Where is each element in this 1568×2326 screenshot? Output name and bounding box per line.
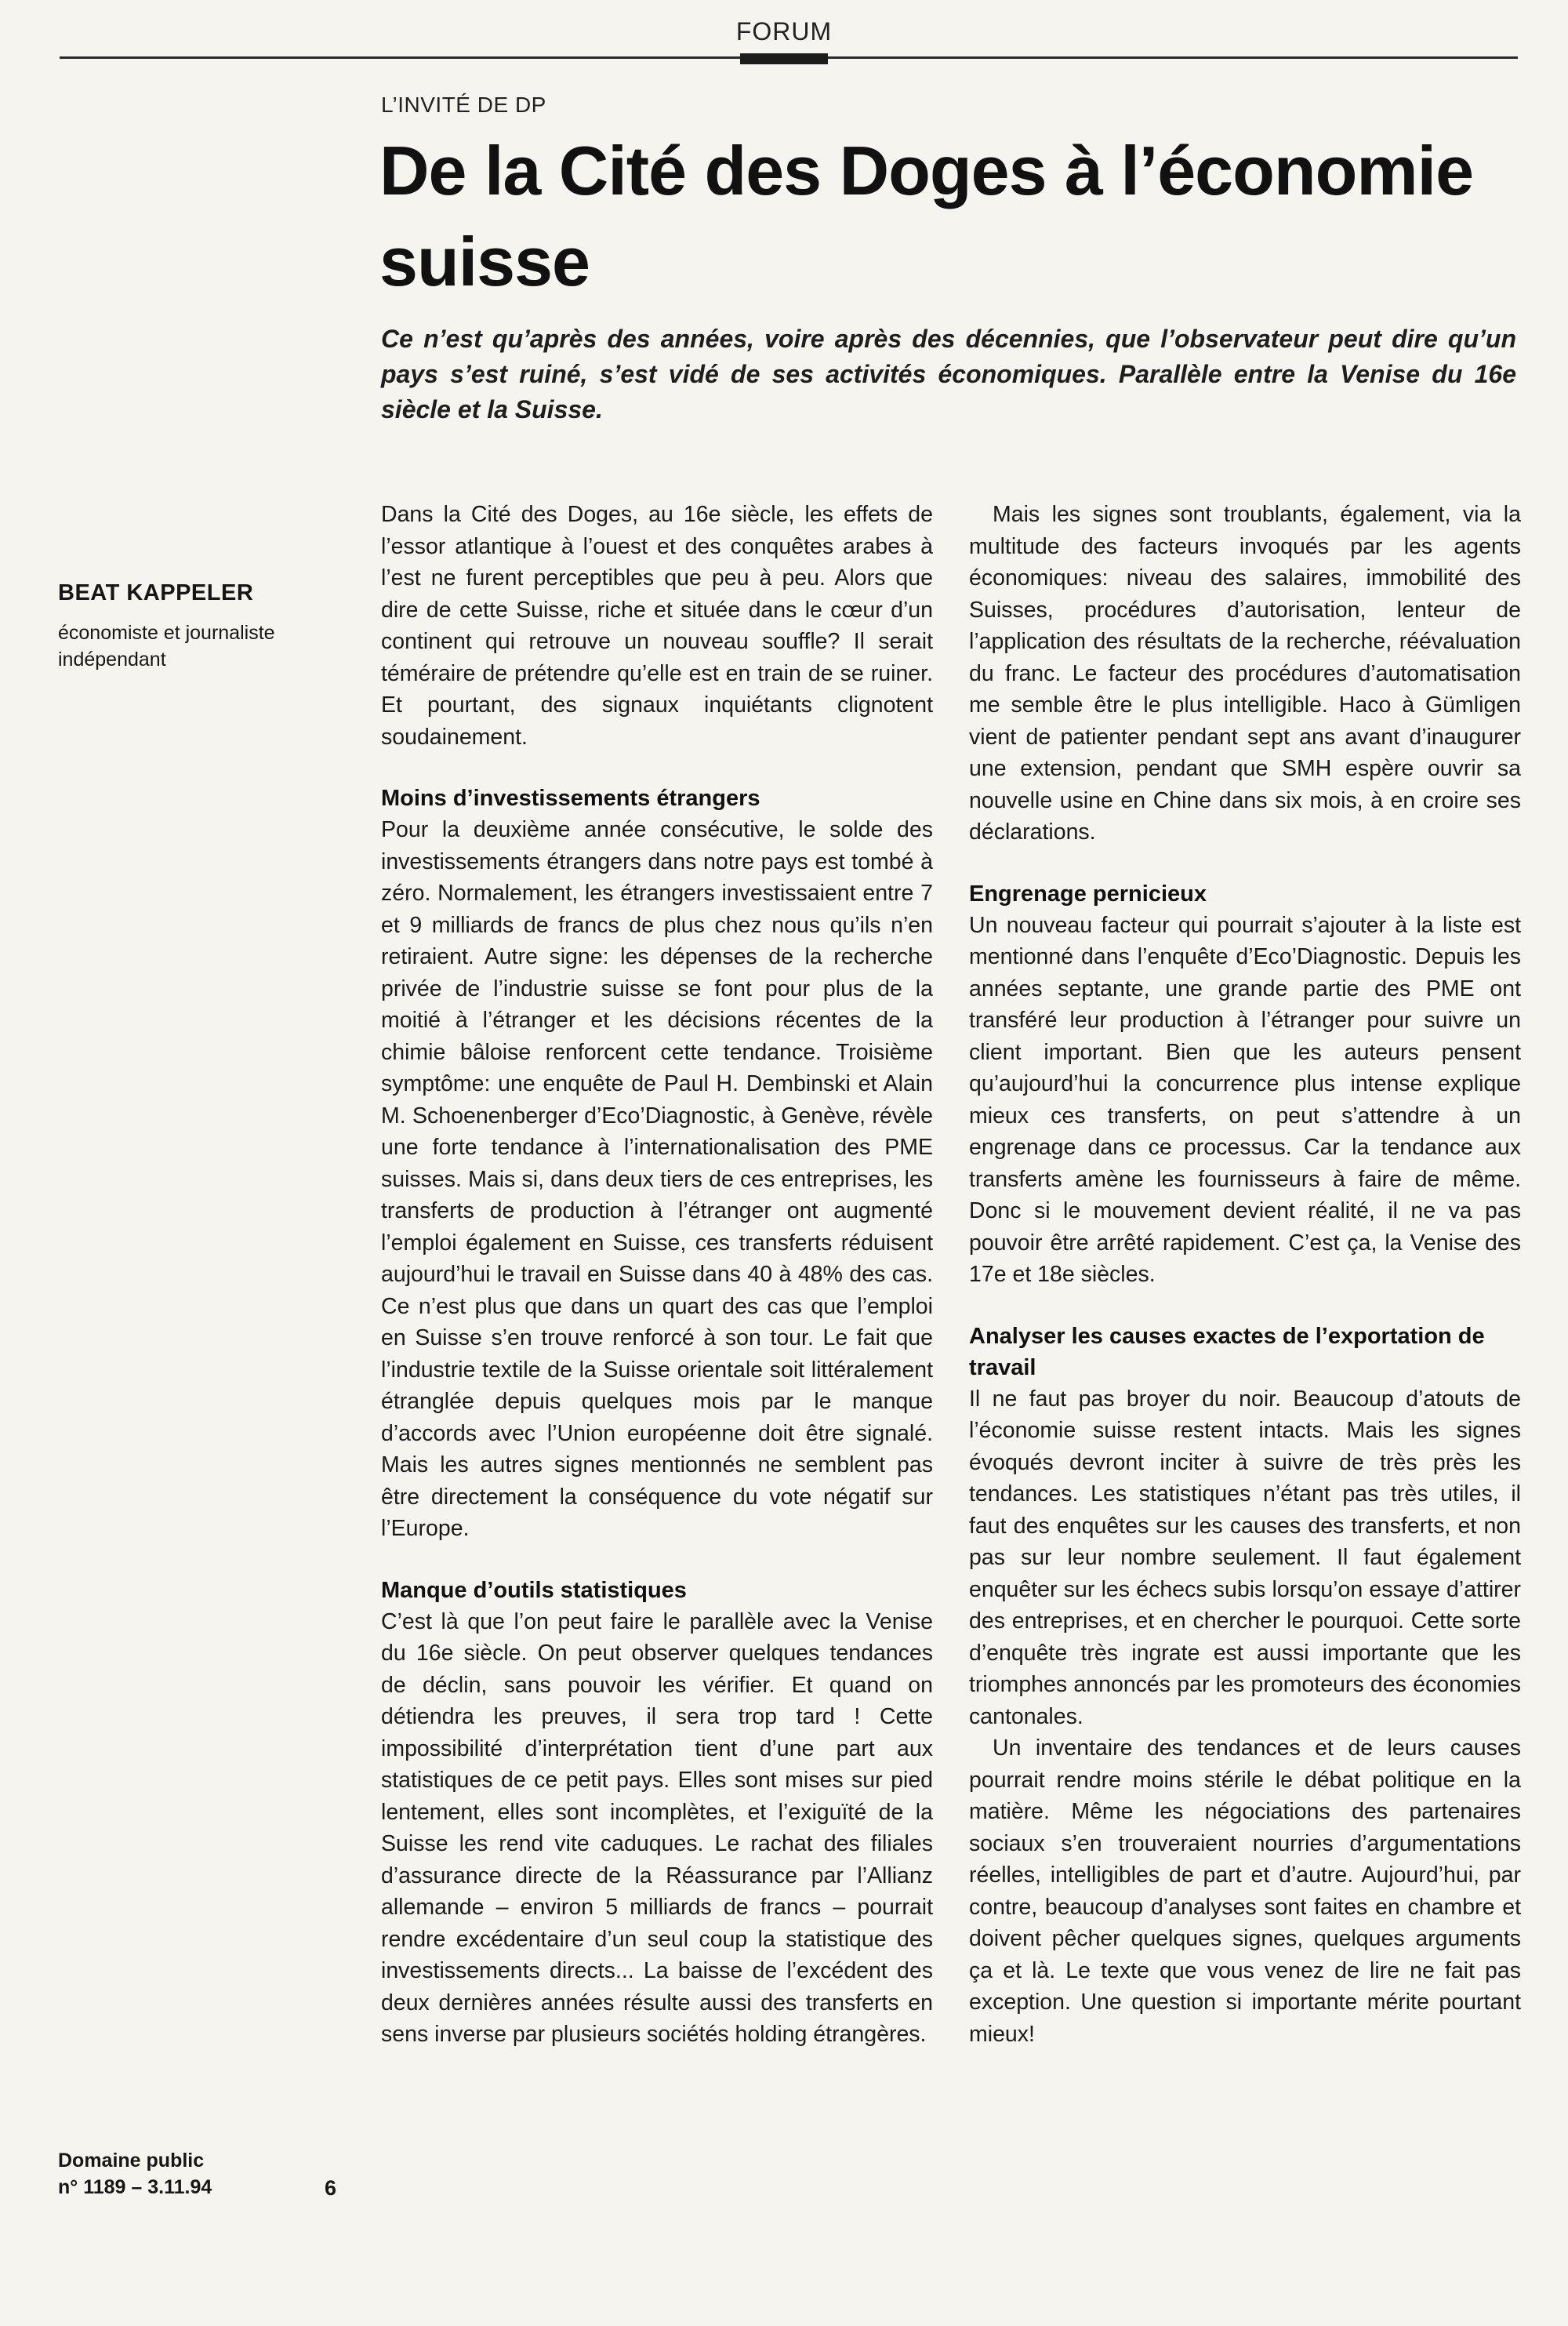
body-paragraph: Mais les signes sont troublants, également, via la multitude des facteurs invoqués par les agents économiques: niveau des salaires, immobilité des Suisses, procédures d’autorisation, lenteur de l’application des résultats de la recherche, réévaluation du franc. Le facteur des procédures d’automatisation me semble être le plus intelligible. Haco à Gümligen vient de patienter pendant sept ans avant d’inaugurer une extension, pendant que SMH espère ouvrir sa nouvelle usine en Chine dans six mois, à en croire ses déclarations. (969, 502, 1521, 845)
issue-number: n° 1189 – 3.11.94 (58, 2176, 212, 2198)
author-role: économiste et journaliste indépendant (58, 622, 275, 671)
publication-info (58, 2147, 212, 2201)
body-paragraph: Un inventaire des tendances et de leurs causes pourrait rendre moins stérile le débat politique en la matière. Même les négociations des partenaires sociaux s’en trouveraient nourries d’argumentations réelles, intelligibles de part et d’autre. Aujourd’hui, par contre, beaucoup d’analyses sont faites en chambre et doivent pêcher quelques signes, quelques arguments ça et là. Le texte que vous venez de lire ne fait pas exception. Une question si importante mérite pourtant mieux! (969, 1735, 1521, 2047)
article-title: De la Cité des Doges à l’économie suisse (379, 132, 1474, 300)
author-name: BEAT KAPPELER (58, 580, 254, 605)
article-lead: Ce n’est qu’après des années, voire après des décennies, que l’observateur peut dire qu’un pays s’est ruiné, s’est vidé de ses activités économiques. Parallèle entre la Venise du 16e siècle et la Suisse. (381, 325, 1516, 423)
header-tab-marker (740, 53, 828, 64)
intro-paragraph: Dans la Cité des Doges, au 16e siècle, les effets de l’essor atlantique à l’ouest et des conquêtes arabes à l’est ne furent perceptibles que peu à peu. Alors que dire de cette Suisse, riche et située dans le cœur d’un continent qui retrouve un nouveau souffle? Il serait téméraire de prétendre qu’elle est en train de se ruiner. Et pourtant, des signaux inquiétants clignotent soudainement. (381, 502, 933, 750)
section-heading: Manque d’outils statistiques (381, 1577, 687, 1603)
body-paragraph: Un nouveau facteur qui pourrait s’ajouter à la liste est mentionné dans l’enquête d’Eco’Diagnostic. Depuis les années septante, une grande partie des PME ont transféré leur production à l’étranger pour suivre un client important. Bien que les auteurs pensent qu’aujourd’hui la concurrence plus intense explique mieux ces transferts, on peut s’attendre à un engrenage dans ce processus. Car la tendance aux transferts amène les fournisseurs à faire de même. Donc si le mouvement devient réalité, il ne va pas pouvoir être arrêté rapidement. C’est ça, la Venise des 17e et 18e siècles. (969, 912, 1521, 1287)
section-heading: Engrenage pernicieux (969, 881, 1207, 907)
page-number: 6 (325, 2176, 337, 2200)
article-column-1 (381, 499, 933, 2051)
publication-name: Domaine public (58, 2150, 205, 2172)
body-paragraph: C’est là que l’on peut faire le parallèle avec la Venise du 16e siècle. On peut observer quelques tendances de déclin, sans pouvoir les vérifier. Et quand on détiendra les preuves, il sera trop tard ! Cette impossibilité d’interprétation tient d’une part aux statistiques de ce petit pays. Elles sont mises sur pied lentement, elles sont incomplètes, et l’exiguïté de la Suisse les rend vite caduques. Le rachat des filiales d’assurance directe de la Réassurance par l’Allianz allemande – environ 5 milliards de francs – pourrait rendre excédentaire d’un seul coup la statistique des investissements directs... La baisse de l’excédent des deux dernières années résulte aussi des transferts en sens inverse par plusieurs sociétés holding étrangères. (381, 1608, 933, 2047)
article-column-2 (969, 499, 1521, 2050)
body-paragraph: Il ne faut pas broyer du noir. Beaucoup d’atouts de l’économie suisse restent intacts. Mais les signes évoqués devront inciter à suivre de très près les tendances. Les statistiques n’étant pas très utiles, il faut des enquêtes sur les causes des transferts, et non pas sur leur nombre seulement. Il faut également enquêter sur les échecs subis lorsqu’on essaye d’attirer des entreprises, et en chercher le pourquoi. Cette sorte d’enquête très ingrate est aussi importante que les triomphes annoncés par les promoteurs des économies cantonales. (969, 1386, 1521, 1729)
section-heading: Analyser les causes exactes de l’exportation de travail (969, 1323, 1485, 1380)
section-label: FORUM (735, 17, 833, 45)
body-paragraph: Pour la deuxième année consécutive, le solde des investissements étrangers dans notre pays est tombé à zéro. Normalement, les étrangers investissaient entre 7 et 9 milliards de francs de plus chez nous qu’ils n’en retiraient. Autre signe: les dépenses de la recherche privée de l’industrie suisse se font pour plus de la moitié à l’étranger et les décisions récentes de la chimie bâloise renforcent cette tendance. Troisième symptôme: une enquête de Paul H. Dembinski et Alain M. Schoenenberger d’Eco’Diagnostic, à Genève, révèle une forte tendance à l’internationalisation des PME suisses. Mais si, dans deux tiers de ces entreprises, les transferts de production à l’étranger ont augmenté l’emploi également en Suisse, ces transferts réduisent aujourd’hui le travail en Suisse dans 40 à 48% des cas. Ce n’est plus que dans un quart des cas que l’emploi en Suisse s’en trouve renforcé à son tour. Le fait que l’industrie textile de la Suisse orientale soit littéralement étranglée depuis quelques mois par le manque d’accords avec l’Union européenne doit être signalé. Mais les autres signes mentionnés ne semblent pas être directement la conséquence du vote négatif sur l’Europe. (381, 817, 933, 1541)
section-heading: Moins d’investissements étrangers (381, 786, 760, 811)
article-kicker: L’INVITÉ DE DP (381, 93, 546, 117)
